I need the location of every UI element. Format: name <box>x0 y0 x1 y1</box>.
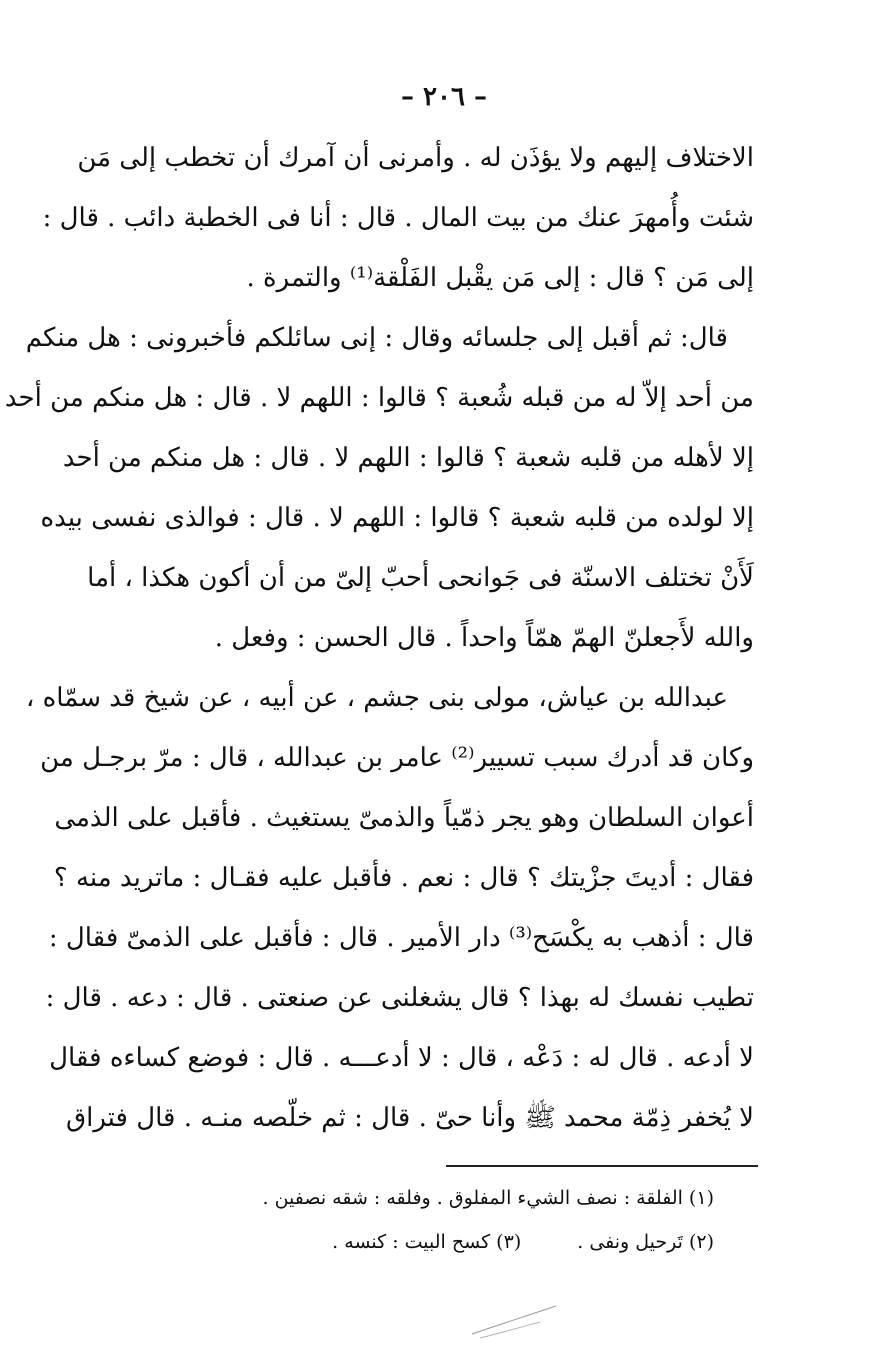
text-line: قال: ثم أقبل إلى جلسائه وقال : إنى سائلكم فأخبرونى : هل منكم <box>25 323 728 353</box>
text-line: أعوان السلطان وهو يجر ذمّياً والذمىّ يستغيث . فأقبل على الذمى <box>54 803 754 833</box>
footnote-row-2 <box>200 1220 714 1264</box>
text-line: لا يُخفر ذِمّة محمد ﷺ وأنا حىّ . قال : ثم خلّصه منـه . قال فتراق <box>65 1103 754 1133</box>
text-line: لَأَنْ تختلف الاسنّة فى جَوانحى أحبّ إلىّ من أن أكون هكذا ، أما <box>87 563 754 593</box>
text-line: إلا لأهله من قلبه شعبة ؟ قالوا : اللهم لا . قال : هل منكم من أحد <box>62 443 754 473</box>
text-line: والله لأَجعلنّ الهمّ همّاً واحداً . قال الحسن : وفعل . <box>214 623 754 653</box>
footnote-1: (١) الفلقة : نصف الشيء المفلوق . وفلقه : شقه نصفين . <box>262 1187 714 1209</box>
page-number: – ٢٠٦ – <box>400 82 488 112</box>
text-line: لا أدعه . قال له : دَعْه ، قال : لا أدعـــه . قال : فوضع كساءه فقال <box>49 1043 754 1073</box>
text-line: من أحد إلاّ له من قبله شُعبة ؟ قالوا : اللهم لا . قال : هل منكم من أحد <box>4 383 754 413</box>
text-line: وكان قد أدرك سبب تسيير⁽²⁾ عامر بن عبدالله ، قال : مرّ برجـل من <box>40 743 754 773</box>
text-line: فقال : أديتَ جزْيتك ؟ قال : نعم . فأقبل عليه فقـال : ماتريد منه ؟ <box>53 863 754 893</box>
text-line: عبدالله بن عياش، مولى بنى جشم ، عن أبيه ، عن شيخ قد سمّاه ، <box>26 683 728 713</box>
text-line: إلا لولده من قلبه شعبة ؟ قالوا : اللهم لا . قال : فوالذى نفسى بيده <box>40 503 754 533</box>
text-line: الاختلاف إليهم ولا يؤذَن له . وأمرنى أن آمرك أن تخطب إلى مَن <box>77 143 754 173</box>
footnotes <box>200 1176 714 1264</box>
footnote-divider <box>446 1165 758 1167</box>
text-line: إلى مَن ؟ قال : إلى مَن يقْبل الفَلْقة⁽¹⁾ والتمرة . <box>246 263 754 293</box>
body-text <box>4 128 754 1148</box>
text-line: تطيب نفسك له بهذا ؟ قال يشغلنى عن صنعتى . قال : دعه . قال : <box>45 983 754 1013</box>
paper-scratch-mark <box>470 1300 560 1340</box>
text-line: قال : أذهب به يكْسَح⁽³⁾ دار الأمير . قال : فأقبل على الذمىّ فقال : <box>48 923 754 953</box>
footnote-3: (٣) كسح البيت : كنسه . <box>332 1231 522 1253</box>
footnote-2: (٢) تَرحيل ونفى . <box>577 1231 714 1253</box>
text-line: شئت وأُمهرَ عنك من بيت المال . قال : أنا فى الخطبة دائب . قال : <box>42 203 754 233</box>
